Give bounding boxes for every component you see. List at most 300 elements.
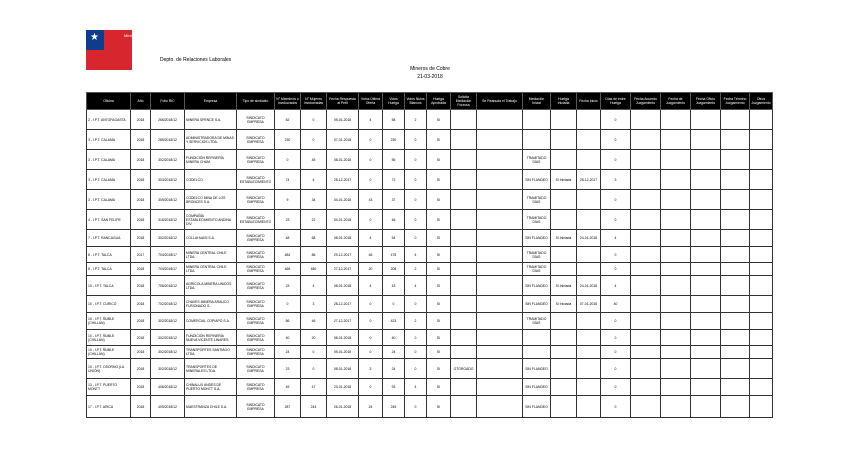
table-cell: SI xyxy=(427,247,451,263)
table-row xyxy=(87,110,773,130)
table-cell xyxy=(551,247,577,263)
table-cell xyxy=(577,313,601,330)
table-cell: 230 xyxy=(383,130,405,150)
table-cell xyxy=(477,296,523,313)
table-cell: 20 xyxy=(301,330,327,346)
table-cell: 58 xyxy=(383,110,405,130)
table-cell: SI xyxy=(427,379,451,396)
table-row xyxy=(87,170,773,190)
table-cell: 465 xyxy=(275,263,301,276)
table-cell xyxy=(750,110,773,130)
table-cell: 0 xyxy=(359,379,383,396)
table-cell xyxy=(551,150,577,170)
table-cell xyxy=(577,346,601,359)
table-cell: SINDICATO ESTABLECIMIENTO xyxy=(237,170,275,190)
table-cell xyxy=(750,359,773,379)
table-cell xyxy=(477,276,523,296)
table-cell xyxy=(477,359,523,379)
column-header: Fecha Oficio Juzgamiento xyxy=(691,93,721,110)
table-row xyxy=(87,263,773,276)
table-cell xyxy=(477,330,523,346)
table-cell: TRANSPORTES SANTIAGO LTDA. xyxy=(185,346,237,359)
table-cell xyxy=(691,130,721,150)
table-cell xyxy=(721,247,750,263)
table-cell xyxy=(631,230,661,247)
table-cell xyxy=(451,210,477,230)
star-icon: ★ xyxy=(90,32,99,43)
table-cell xyxy=(631,313,661,330)
table-cell xyxy=(551,190,577,210)
table-row xyxy=(87,247,773,263)
table-cell xyxy=(631,190,661,210)
column-header: N° Miembros o Involucrados xyxy=(275,93,301,110)
table-cell xyxy=(551,346,577,359)
table-cell xyxy=(451,379,477,396)
table-cell: 24 xyxy=(359,396,383,418)
table-cell: 0 xyxy=(359,296,383,313)
table-cell: SINDICATO EMPRESA xyxy=(237,150,275,170)
table-cell: SINDICATO EMPRESA xyxy=(237,247,275,263)
table-header-row xyxy=(87,93,773,110)
table-cell: Si Iniciada xyxy=(551,170,577,190)
table-cell: 24 xyxy=(275,346,301,359)
table-cell: 93 xyxy=(383,379,405,396)
logo-line1: Ministerio del Trabajo xyxy=(124,33,163,38)
table-cell: 704/2018/17 xyxy=(151,247,185,263)
table-cell xyxy=(691,346,721,359)
table-cell xyxy=(523,110,551,130)
table-cell: 07-01-2018 xyxy=(577,296,601,313)
table-cell xyxy=(750,190,773,210)
table-cell xyxy=(551,313,577,330)
table-cell xyxy=(721,313,750,330)
table-cell: 2 - I.P.T. ANTOFAGASTA xyxy=(87,110,131,130)
table-cell xyxy=(451,396,477,418)
table-cell: SIN FLANDEO xyxy=(523,396,551,418)
table-cell: 4 xyxy=(405,379,427,396)
table-row xyxy=(87,296,773,313)
table-cell: 09-01-2018 xyxy=(327,346,359,359)
table-cell: 2017 xyxy=(131,247,151,263)
table-cell: 309/2018/12 xyxy=(151,190,185,210)
table-cell: 0 xyxy=(405,296,427,313)
table-cell: TRAMITADO DÍAS xyxy=(523,150,551,170)
table-cell xyxy=(691,276,721,296)
table-cell xyxy=(661,170,691,190)
report-title: Mineros de Cobre xyxy=(410,66,450,72)
table-cell: 0 xyxy=(601,130,631,150)
table-cell xyxy=(477,210,523,230)
table-cell xyxy=(661,130,691,150)
table-cell xyxy=(750,210,773,230)
table-cell xyxy=(477,130,523,150)
table-cell xyxy=(451,190,477,210)
table-cell: 2018 xyxy=(131,379,151,396)
table-cell xyxy=(551,210,577,230)
table-cell xyxy=(661,276,691,296)
table-cell: 8 - I.P.T. TALCA xyxy=(87,263,131,276)
table-cell: 704/2018/17 xyxy=(151,263,185,276)
table-cell: 2018 xyxy=(131,170,151,190)
table-cell xyxy=(750,170,773,190)
table-cell: 2018 xyxy=(131,210,151,230)
table-cell: 46 xyxy=(383,210,405,230)
table-cell: SINDICATO EMPRESA xyxy=(237,130,275,150)
table-cell: CODELCO MINA DE LOS BRONCES S.A. xyxy=(185,190,237,210)
table-cell: 2018 xyxy=(131,296,151,313)
table-cell: 40 xyxy=(601,296,631,313)
table-cell xyxy=(551,396,577,418)
table-cell xyxy=(577,190,601,210)
table-cell: 68 xyxy=(301,230,327,247)
table-cell xyxy=(661,396,691,418)
table-cell xyxy=(551,110,577,130)
table-cell: 23-01-2018 xyxy=(327,379,359,396)
table-cell: SINDICATO EMPRESA xyxy=(237,330,275,346)
table-cell: 0 xyxy=(405,130,427,150)
table-cell xyxy=(691,313,721,330)
table-cell xyxy=(691,150,721,170)
table-cell: 3 xyxy=(301,296,327,313)
table-cell: 9 xyxy=(275,190,301,210)
table-cell: 0 xyxy=(405,210,427,230)
table-cell: SINDICATO EMPRESA xyxy=(237,296,275,313)
table-cell xyxy=(451,276,477,296)
table-cell: 23 xyxy=(275,276,301,296)
table-cell xyxy=(577,263,601,276)
table-cell xyxy=(721,276,750,296)
table-cell xyxy=(477,379,523,396)
table-cell: 0 xyxy=(601,110,631,130)
table-cell xyxy=(661,379,691,396)
table-cell: 478 xyxy=(383,247,405,263)
table-cell: 0 xyxy=(301,130,327,150)
table-cell: 37 xyxy=(383,190,405,210)
table-cell xyxy=(721,110,750,130)
table-row xyxy=(87,190,773,210)
table-cell xyxy=(451,170,477,190)
table-cell: 4 xyxy=(601,276,631,296)
logo-line2: Gobierno de Chile xyxy=(89,81,114,85)
table-cell: 08-01-2018 xyxy=(327,276,359,296)
table-row xyxy=(87,210,773,230)
table-cell: 406/2018/12 xyxy=(151,379,185,396)
table-cell: SINDICATO EMPRESA xyxy=(237,313,275,330)
table-cell: 08-01-2018 xyxy=(327,330,359,346)
table-cell: 0 xyxy=(359,150,383,170)
table-cell: 423 xyxy=(383,313,405,330)
table-cell xyxy=(721,263,750,276)
table-cell: SI xyxy=(427,110,451,130)
table-cell xyxy=(691,379,721,396)
column-header: Días de entre Huelga xyxy=(601,93,631,110)
table-cell: 3 - I.P.T. CALAMA xyxy=(87,150,131,170)
table-cell: TRAMITADO DÍAS xyxy=(523,313,551,330)
table-cell: 0 xyxy=(405,346,427,359)
table-cell xyxy=(691,247,721,263)
table-cell xyxy=(691,110,721,130)
report-date: 21-03-2018 xyxy=(417,74,443,80)
table-cell: 0 xyxy=(359,330,383,346)
table-cell: SI xyxy=(427,230,451,247)
table-cell: 4 xyxy=(405,276,427,296)
table-cell xyxy=(551,263,577,276)
table-cell xyxy=(750,247,773,263)
table-cell: 48 xyxy=(275,230,301,247)
ministry-logo xyxy=(86,30,163,85)
table-cell: 43 xyxy=(359,190,383,210)
table-cell xyxy=(750,313,773,330)
table-cell xyxy=(577,359,601,379)
table-cell: 289/2018/12 xyxy=(151,130,185,150)
table-cell xyxy=(451,313,477,330)
table-cell: 0 xyxy=(601,396,631,418)
table-cell: 302/2018/12 xyxy=(151,313,185,330)
table-cell: 2018 xyxy=(131,276,151,296)
table-cell xyxy=(477,170,523,190)
table-cell: CODELCO. xyxy=(185,170,237,190)
table-cell xyxy=(661,263,691,276)
table-cell: 0 xyxy=(301,359,327,379)
table-cell: 72 xyxy=(383,170,405,190)
table-cell: OTORGADO xyxy=(451,359,477,379)
table-cell xyxy=(750,396,773,418)
table-cell: 24 xyxy=(383,359,405,379)
table-cell: 34 xyxy=(301,190,327,210)
table-cell xyxy=(721,359,750,379)
column-header: Fecha Inicio xyxy=(577,93,601,110)
table-cell: MINERA CENTRAL CHILE LTDA. xyxy=(185,247,237,263)
table-cell xyxy=(631,330,661,346)
table-cell xyxy=(577,247,601,263)
table-cell: 0 xyxy=(601,379,631,396)
table-cell: SINDICATO EMPRESA xyxy=(237,276,275,296)
table-cell: 0 xyxy=(405,230,427,247)
table-cell xyxy=(631,379,661,396)
table-cell: 0 xyxy=(601,263,631,276)
column-header: Solicita Mediación Forzosa xyxy=(451,93,477,110)
column-header: Año xyxy=(131,93,151,110)
table-cell: 208 xyxy=(383,263,405,276)
table-cell xyxy=(631,110,661,130)
table-cell xyxy=(661,313,691,330)
table-cell: 316/2018/12 xyxy=(151,210,185,230)
table-cell xyxy=(661,346,691,359)
table-cell: 62 xyxy=(275,110,301,130)
table-cell: 0 xyxy=(601,330,631,346)
table-cell: COLLAHUASI S.A. xyxy=(185,230,237,247)
table-cell: 303/2018/12 xyxy=(151,170,185,190)
table-cell: SINDICATO EMPRESA xyxy=(237,346,275,359)
table-cell xyxy=(451,230,477,247)
column-header: Votos Última Oferta xyxy=(359,93,383,110)
table-cell: 2018 xyxy=(131,263,151,276)
table-cell: 0 xyxy=(275,296,301,313)
table-cell: SIN FLANDEO xyxy=(523,359,551,379)
table-cell xyxy=(631,346,661,359)
table-cell xyxy=(631,210,661,230)
table-cell xyxy=(721,190,750,210)
table-cell xyxy=(577,379,601,396)
table-cell: Si Iniciada xyxy=(551,276,577,296)
table-cell: 0 xyxy=(601,210,631,230)
table-cell xyxy=(451,346,477,359)
table-cell: 27-12-2017 xyxy=(327,263,359,276)
table-cell xyxy=(523,130,551,150)
table-cell: COMERCIAL COPIAPÓ S.A. xyxy=(185,313,237,330)
table-cell: 4 xyxy=(301,170,327,190)
table-cell: 2 xyxy=(405,110,427,130)
table-cell xyxy=(523,330,551,346)
table-cell: ADMINISTRADORA DE MINAS Y SERVICIOS LTDA. xyxy=(185,130,237,150)
table-cell: 10 - I.P.T. OSORNO (LA UNIÓN) xyxy=(87,359,131,379)
table-cell: 3 - I.P.T. CALAMA xyxy=(87,170,131,190)
table-cell: 245 xyxy=(383,396,405,418)
table-cell xyxy=(477,150,523,170)
table-cell: AGRÍCOLA MINERA UNIDOS LTDA. xyxy=(185,276,237,296)
table-cell: 2 xyxy=(405,313,427,330)
table-cell: SI xyxy=(427,330,451,346)
table-cell: SI xyxy=(427,396,451,418)
table-cell xyxy=(451,247,477,263)
table-cell: SINDICATO EMPRESA xyxy=(237,190,275,210)
table-cell: SIN FLANDEO xyxy=(523,276,551,296)
table-row xyxy=(87,379,773,396)
table-cell xyxy=(750,330,773,346)
table-cell xyxy=(750,230,773,247)
table-cell: 23 xyxy=(275,359,301,379)
column-header: Oficina xyxy=(87,93,131,110)
table-cell: 2018 xyxy=(131,110,151,130)
column-header: N° Mujeres Involucradas xyxy=(301,93,327,110)
table-cell: SI xyxy=(427,210,451,230)
table-cell: 8 - I.P.T. TALCA xyxy=(87,247,131,263)
table-cell xyxy=(451,263,477,276)
table-cell: SINDICATO EMPRESA xyxy=(237,263,275,276)
table-cell: SIN FLANDEO xyxy=(523,170,551,190)
column-header: Se Reanuda el Trabajo xyxy=(477,93,523,110)
table-row xyxy=(87,150,773,170)
table-cell: 302/2018/12 xyxy=(151,230,185,247)
column-header: Otros Juzgamiento xyxy=(750,93,773,110)
table-cell xyxy=(577,396,601,418)
table-cell: SI xyxy=(427,313,451,330)
table-cell: 27-12-2017 xyxy=(327,313,359,330)
table-cell: 74 xyxy=(275,170,301,190)
table-cell xyxy=(477,346,523,359)
table-cell: 409/2018/12 xyxy=(151,396,185,418)
table-cell: 0 xyxy=(405,150,427,170)
table-cell: SINDICATO EMPRESA xyxy=(237,110,275,130)
table-cell: 4 xyxy=(405,247,427,263)
table-cell xyxy=(750,263,773,276)
table-row xyxy=(87,346,773,359)
table-cell: SIN FLANDEO xyxy=(523,296,551,313)
table-cell: 2018 xyxy=(131,346,151,359)
table-cell: 3 xyxy=(601,170,631,190)
table-cell: SI xyxy=(427,130,451,150)
table-cell: 04-01-2018 xyxy=(327,210,359,230)
table-cell xyxy=(721,170,750,190)
table-cell xyxy=(661,247,691,263)
table-cell xyxy=(691,230,721,247)
table-cell: 0 xyxy=(601,190,631,210)
table-cell xyxy=(631,130,661,150)
table-cell xyxy=(750,346,773,359)
column-header: Fecha Respuesta al Petit xyxy=(327,93,359,110)
table-cell xyxy=(661,210,691,230)
table-cell: 46 xyxy=(301,313,327,330)
column-header: Empresa xyxy=(185,93,237,110)
table-cell: SI xyxy=(427,170,451,190)
table-cell: 0 xyxy=(275,150,301,170)
table-cell: 23 xyxy=(275,210,301,230)
table-cell xyxy=(661,330,691,346)
table-cell: 484 xyxy=(275,247,301,263)
strikes-table xyxy=(86,92,773,418)
table-cell: 22 xyxy=(301,210,327,230)
table-cell: CHINALUX ANDES DE PUERTO MONTT S.A. xyxy=(185,379,237,396)
table-cell: 17 - I.P.T. ARICA xyxy=(87,396,131,418)
table-cell: 3 - I.P.T. CALAMA xyxy=(87,190,131,210)
table-cell: 26-01-2018 xyxy=(327,396,359,418)
table-cell: SIN FLANDEO xyxy=(523,230,551,247)
table-cell xyxy=(631,296,661,313)
table-cell xyxy=(631,359,661,379)
table-cell: 0 xyxy=(359,313,383,330)
table-cell: 28-12-2017 xyxy=(327,296,359,313)
table-cell: 4 xyxy=(601,230,631,247)
table-cell: SI xyxy=(427,346,451,359)
table-cell xyxy=(721,296,750,313)
table-cell xyxy=(750,296,773,313)
table-cell: 7 - I.P.T. RANCAGUA xyxy=(87,230,131,247)
table-cell: TRAMITADO DÍAS xyxy=(523,210,551,230)
table-cell: 706/2018/12 xyxy=(151,276,185,296)
table-cell: SINDICATO EMPRESA xyxy=(237,230,275,247)
table-cell xyxy=(661,230,691,247)
table-cell: 08-01-2018 xyxy=(327,150,359,170)
table-cell: 266/2018/12 xyxy=(151,110,185,130)
table-cell xyxy=(721,210,750,230)
table-cell: 302/2018/12 xyxy=(151,150,185,170)
table-row xyxy=(87,130,773,150)
table-cell: 10 - I.P.T. TALCA xyxy=(87,276,131,296)
table-cell: 2018 xyxy=(131,330,151,346)
table-cell: 302/2018/12 xyxy=(151,346,185,359)
table-cell: TRAMITADO DÍAS xyxy=(523,263,551,276)
table-cell: 302/2018/12 xyxy=(151,330,185,346)
table-cell: SI xyxy=(427,190,451,210)
table-row xyxy=(87,330,773,346)
table-cell: 0 xyxy=(405,190,427,210)
column-header: Huelga Aprobada xyxy=(427,93,451,110)
table-cell xyxy=(661,110,691,130)
table-cell: 0 xyxy=(601,313,631,330)
table-cell: 0 xyxy=(405,396,427,418)
table-cell xyxy=(477,110,523,130)
table-cell xyxy=(477,230,523,247)
table-cell xyxy=(551,130,577,150)
table-cell: 56 xyxy=(383,150,405,170)
table-cell xyxy=(577,330,601,346)
table-cell xyxy=(451,330,477,346)
column-header: Votos Nulos Blancos xyxy=(405,93,427,110)
table-cell: 230 xyxy=(275,130,301,150)
table-cell: 49 xyxy=(275,379,301,396)
table-cell xyxy=(451,150,477,170)
table-cell: COMPAÑÍA ESTABLECIMIENTO ANDINA DIV. xyxy=(185,210,237,230)
